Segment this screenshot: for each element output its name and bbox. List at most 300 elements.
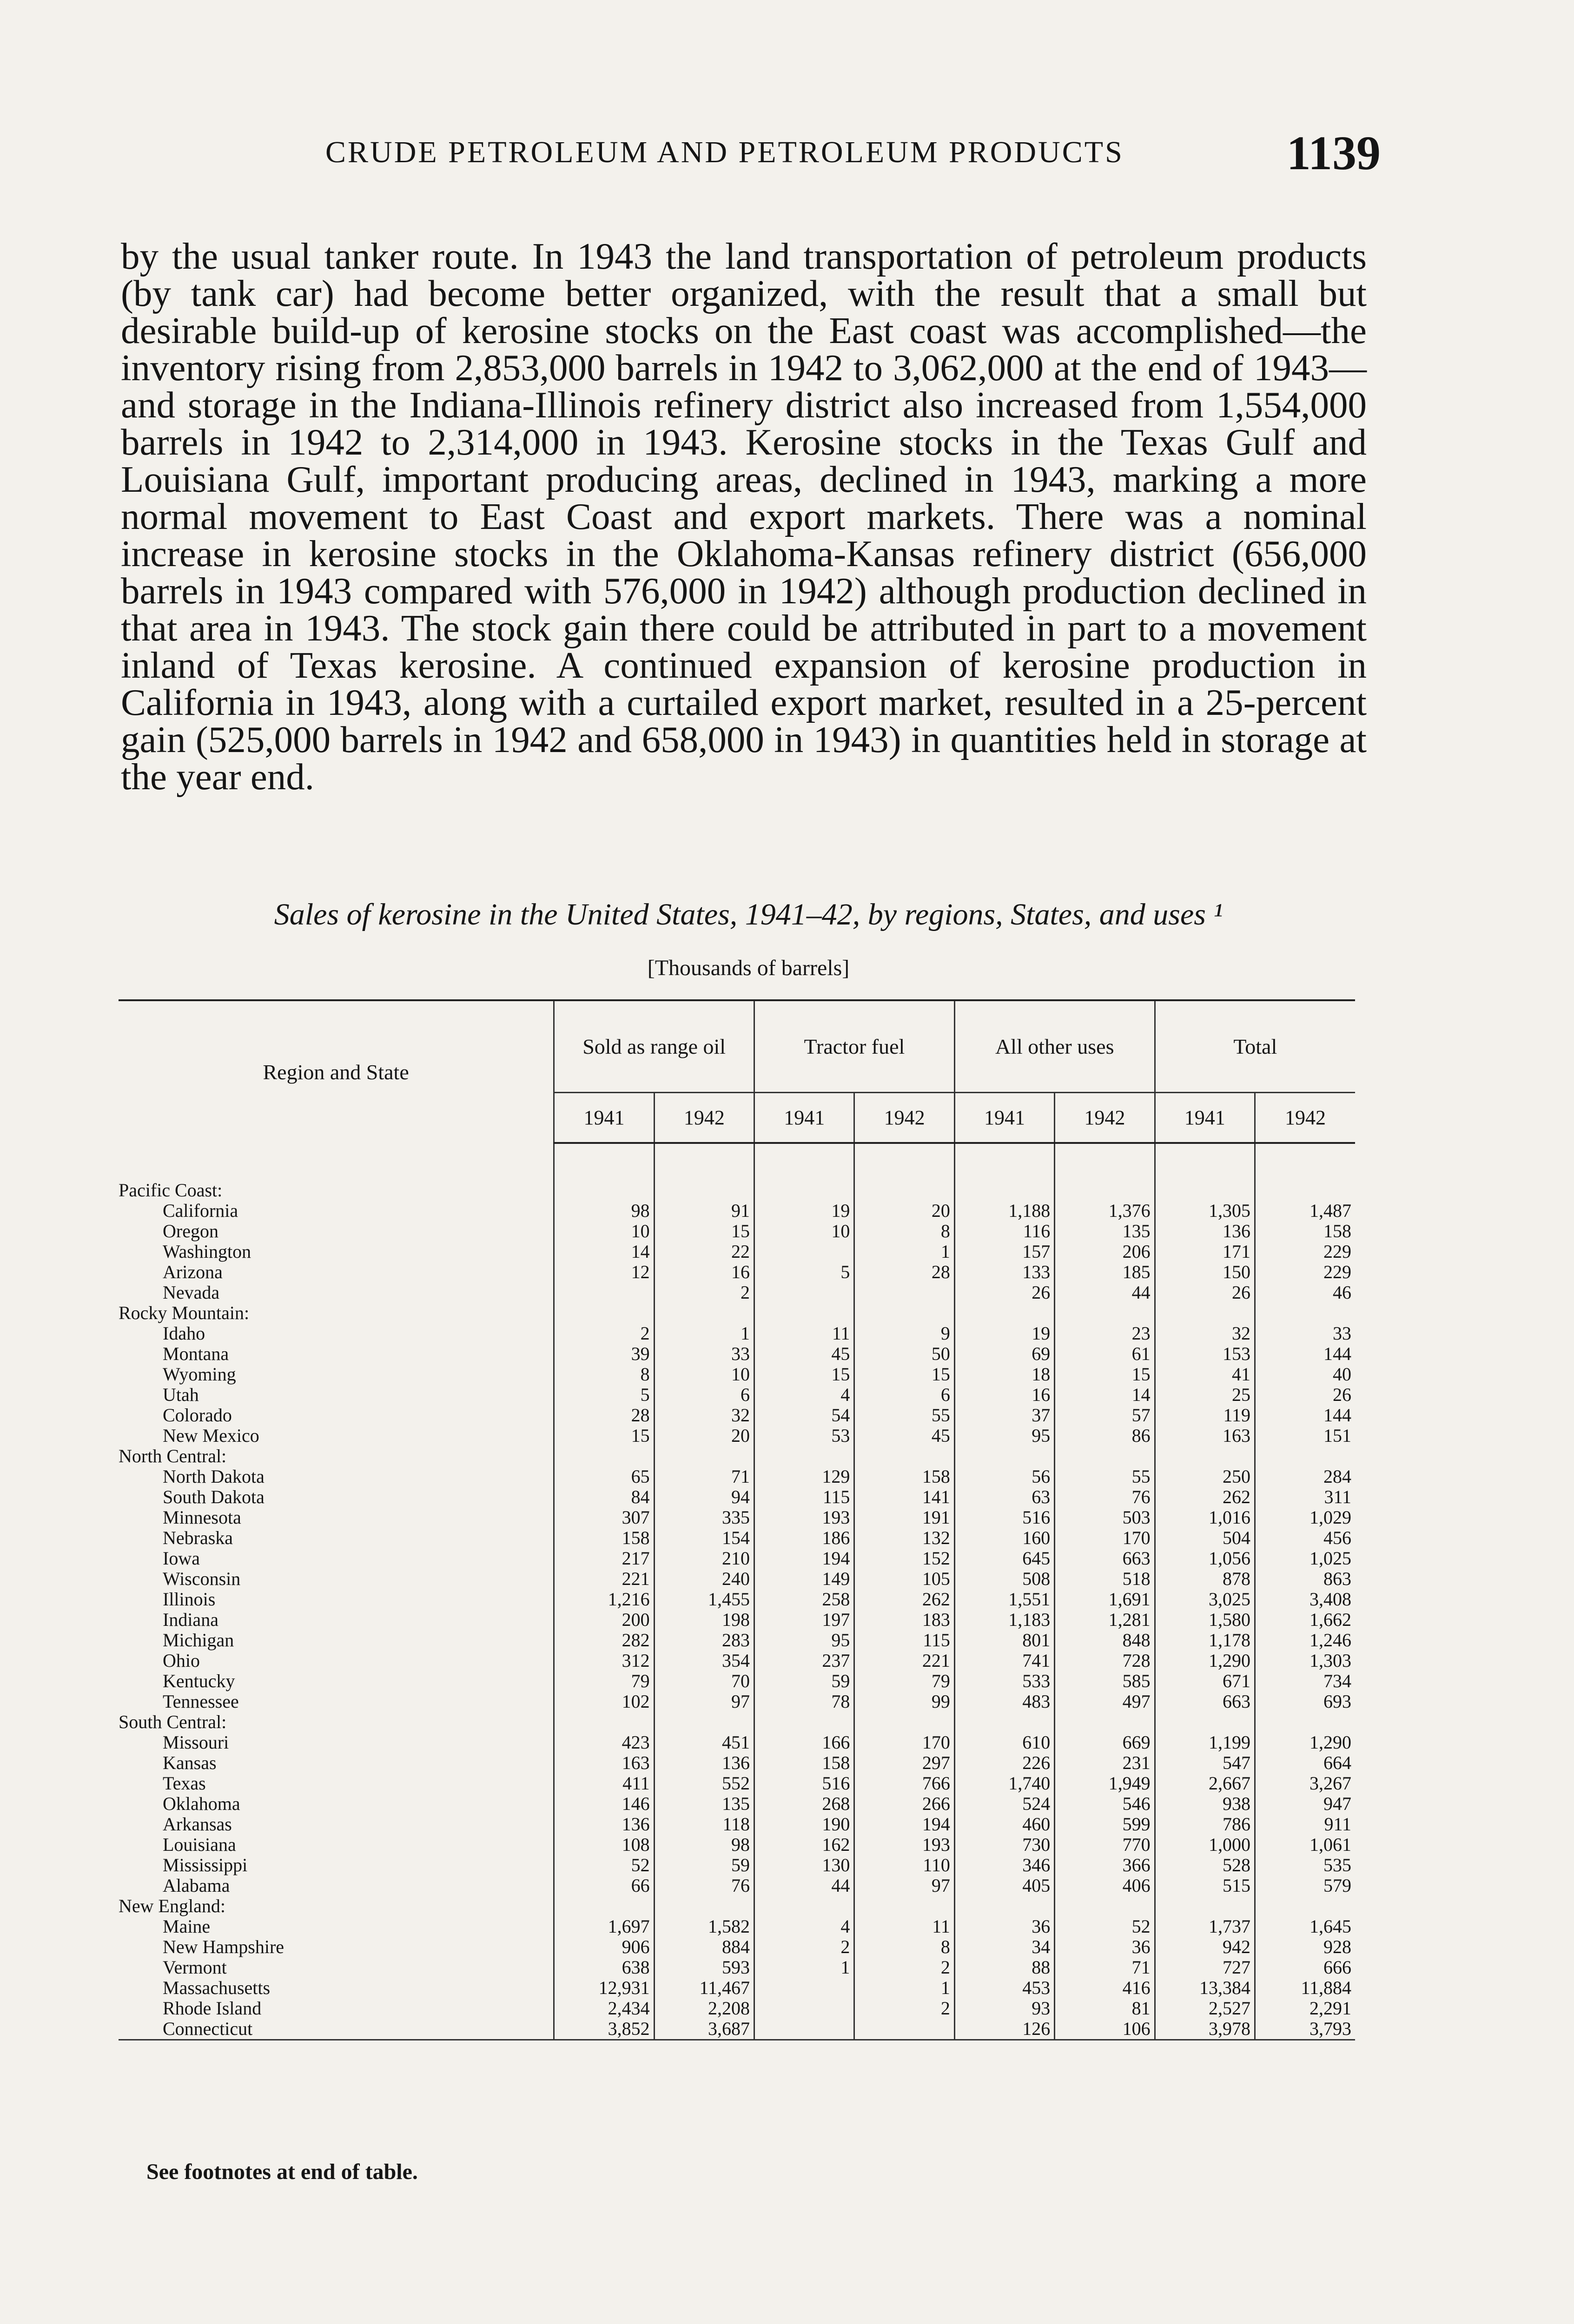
table-cell: 451 (654, 1732, 754, 1753)
table-cell: 13,384 (1155, 1978, 1255, 1998)
region-name: Pacific Coast: (119, 1180, 223, 1201)
state-row (119, 1589, 1355, 1610)
state-row (119, 1671, 1355, 1691)
table-cell: 12 (554, 1262, 654, 1282)
table-cell: 516 (754, 1773, 854, 1794)
table-cell: 863 (1255, 1569, 1356, 1589)
state-row (119, 1385, 1355, 1405)
state-name: California (163, 1201, 238, 1221)
region-state-header: Region and State (119, 1000, 554, 1143)
table-cell: 3,408 (1255, 1589, 1356, 1610)
table-cell: 78 (754, 1691, 854, 1712)
table-cell: 1,016 (1155, 1507, 1255, 1528)
table-cell (1055, 1303, 1155, 1323)
table-cell: 515 (1155, 1875, 1255, 1896)
table-cell: 693 (1255, 1691, 1356, 1712)
state-name: Kansas (163, 1753, 217, 1773)
state-name: Nevada (163, 1282, 220, 1303)
table-cell: 135 (654, 1794, 754, 1814)
table-cell: 1,290 (1155, 1651, 1255, 1671)
table-cell (554, 1896, 654, 1916)
table-cell: 297 (854, 1753, 954, 1773)
state-name: Texas (163, 1773, 206, 1794)
table-cell: 5 (754, 1262, 854, 1282)
state-row (119, 1487, 1355, 1507)
state-name: Missouri (163, 1732, 229, 1753)
table-cell: 37 (954, 1405, 1054, 1426)
table-cell (854, 2019, 954, 2040)
table-cell (1155, 1896, 1255, 1916)
table-cell (1155, 1303, 1255, 1323)
table-cell: 20 (654, 1426, 754, 1446)
table-cell: 307 (554, 1507, 654, 1528)
state-row (119, 1610, 1355, 1630)
state-row (119, 1978, 1355, 1998)
table-cell: 170 (854, 1732, 954, 1753)
table-cell: 266 (854, 1794, 954, 1814)
table-cell: 730 (954, 1835, 1054, 1855)
table-cell: 2,527 (1155, 1998, 1255, 2019)
table-cell: 1,740 (954, 1773, 1054, 1794)
table-cell: 671 (1155, 1671, 1255, 1691)
state-name: Idaho (163, 1323, 205, 1344)
state-name: Michigan (163, 1630, 234, 1651)
region-name: Rocky Mountain: (119, 1303, 250, 1323)
table-cell: 86 (1055, 1426, 1155, 1446)
table-cell: 95 (954, 1426, 1054, 1446)
table-cell: 610 (954, 1732, 1054, 1753)
state-name: Wisconsin (163, 1569, 241, 1589)
table-cell (954, 1712, 1054, 1732)
table-cell: 52 (554, 1855, 654, 1875)
body-paragraph: by the usual tanker route. In 1943 the land transportation of petroleum products (by tank car) had become better organized, with the result that a small but desirable build-up of kerosine stocks on the East coast was accomplished—the inventory rising from 2,853,000 barrels in 1942 to 3,062,000 at the end of 1943—and storage in the Indiana-Illinois refinery district also increased from 1,554,000 barrels in 1942 to 2,314,000 in 1943. Kerosine stocks in the Texas Gulf and Louisiana Gulf, important producing areas, declined in 1943, marking a more normal movement to East Coast and export markets. There was a nominal increase in kerosine stocks in the Oklahoma-Kansas refinery district (656,000 barrels in 1943 compared with 576,000 in 1942) although production declined in that area in 1943. The stock gain there could be attributed in part to a movement inland of Texas kerosine. A continued expansion of kerosine production in California in 1943, along with a curtailed export market, resulted in a 25-percent gain (525,000 barrels in 1942 and 658,000 in 1943) in quantities held in storage at the year end. (121, 235, 1367, 798)
page-number: 1139 (1286, 126, 1381, 180)
table-cell: 663 (1055, 1548, 1155, 1569)
table-cell: 185 (1055, 1262, 1155, 1282)
table-cell: 94 (654, 1487, 754, 1507)
table-unit-note: [Thousands of barrels] (647, 956, 850, 980)
table-cell (854, 1180, 954, 1201)
table-cell: 226 (954, 1753, 1054, 1773)
table-cell (1055, 1446, 1155, 1466)
table-cell: 2 (654, 1282, 754, 1303)
table-cell (1055, 1180, 1155, 1201)
table-cell (1255, 1712, 1356, 1732)
table-cell: 1,029 (1255, 1507, 1356, 1528)
state-row (119, 1221, 1355, 1241)
table-cell (554, 1282, 654, 1303)
table-cell: 1,056 (1155, 1548, 1255, 1569)
table-cell: 1,000 (1155, 1835, 1255, 1855)
table-cell: 23 (1055, 1323, 1155, 1344)
table-cell (854, 1712, 954, 1732)
table-cell: 535 (1255, 1855, 1356, 1875)
table-cell: 878 (1155, 1569, 1255, 1589)
table-cell: 1,305 (1155, 1201, 1255, 1221)
table-cell: 1 (654, 1323, 754, 1344)
table-cell: 1,281 (1055, 1610, 1155, 1630)
table-cell: 183 (854, 1610, 954, 1630)
table-cell: 81 (1055, 1998, 1155, 2019)
table-cell: 65 (554, 1466, 654, 1487)
year-header: 1942 (654, 1093, 754, 1143)
table-cell: 93 (954, 1998, 1054, 2019)
table-cell: 229 (1255, 1241, 1356, 1262)
table-cell: 32 (654, 1405, 754, 1426)
table-cell: 11 (854, 1916, 954, 1937)
state-row (119, 1691, 1355, 1712)
table-footnote: See footnotes at end of table. (146, 2159, 418, 2184)
table-cell: 664 (1255, 1753, 1356, 1773)
table-cell: 166 (754, 1732, 854, 1753)
table-cell: 237 (754, 1651, 854, 1671)
table-cell: 98 (654, 1835, 754, 1855)
table-cell: 593 (654, 1957, 754, 1978)
table-cell: 497 (1055, 1691, 1155, 1712)
table-cell (754, 1180, 854, 1201)
table-cell: 15 (754, 1364, 854, 1385)
table-cell: 154 (654, 1528, 754, 1548)
table-cell: 33 (654, 1344, 754, 1364)
table-cell: 1,662 (1255, 1610, 1356, 1630)
table-cell: 346 (954, 1855, 1054, 1875)
table-cell: 5 (554, 1385, 654, 1405)
table-cell: 6 (854, 1385, 954, 1405)
table-cell: 55 (1055, 1466, 1155, 1487)
table-cell: 1,580 (1155, 1610, 1255, 1630)
state-name: South Dakota (163, 1487, 265, 1507)
table-cell (754, 1282, 854, 1303)
table-cell: 20 (854, 1201, 954, 1221)
table-cell: 282 (554, 1630, 654, 1651)
group-header-range-oil: Sold as range oil (554, 1000, 754, 1093)
state-row (119, 1998, 1355, 2019)
table-cell: 210 (654, 1548, 754, 1569)
table-cell: 663 (1155, 1691, 1255, 1712)
table-cell: 2 (754, 1937, 854, 1957)
table-cell: 150 (1155, 1262, 1255, 1282)
table-cell: 190 (754, 1814, 854, 1835)
table-cell: 938 (1155, 1794, 1255, 1814)
table-cell: 59 (654, 1855, 754, 1875)
table-cell: 3,852 (554, 2019, 654, 2040)
table-cell: 1,455 (654, 1589, 754, 1610)
table-cell: 126 (954, 2019, 1054, 2040)
state-name: Utah (163, 1385, 199, 1405)
table-cell (854, 1282, 954, 1303)
table-cell: 262 (1155, 1487, 1255, 1507)
table-cell: 460 (954, 1814, 1054, 1835)
table-cell (1255, 1896, 1356, 1916)
table-cell: 801 (954, 1630, 1054, 1651)
table-cell: 1,487 (1255, 1201, 1356, 1221)
table-cell (954, 1303, 1054, 1323)
table-cell: 56 (954, 1466, 1054, 1487)
table-cell: 97 (654, 1691, 754, 1712)
table-cell: 50 (854, 1344, 954, 1364)
table-cell (954, 1896, 1054, 1916)
table-cell: 194 (854, 1814, 954, 1835)
table-cell: 669 (1055, 1732, 1155, 1753)
running-head (116, 125, 1381, 180)
table-cell: 141 (854, 1487, 954, 1507)
table-cell: 11 (754, 1323, 854, 1344)
table-cell: 69 (954, 1344, 1054, 1364)
table-cell: 200 (554, 1610, 654, 1630)
table-cell: 163 (554, 1753, 654, 1773)
table-cell: 59 (754, 1671, 854, 1691)
table-cell (554, 1712, 654, 1732)
table-cell: 102 (554, 1691, 654, 1712)
table-cell: 52 (1055, 1916, 1155, 1937)
table-cell: 53 (754, 1426, 854, 1446)
state-name: Vermont (163, 1957, 227, 1978)
table-cell (954, 1180, 1054, 1201)
table-cell: 34 (954, 1937, 1054, 1957)
table-cell: 197 (754, 1610, 854, 1630)
table-cell (654, 1896, 754, 1916)
table-cell: 191 (854, 1507, 954, 1528)
state-row (119, 1875, 1355, 1896)
table-cell: 136 (554, 1814, 654, 1835)
state-row (119, 1957, 1355, 1978)
table-cell: 36 (954, 1916, 1054, 1937)
table-cell: 335 (654, 1507, 754, 1528)
state-name: Arkansas (163, 1814, 232, 1835)
table-cell: 666 (1255, 1957, 1356, 1978)
table-cell: 911 (1255, 1814, 1356, 1835)
table-cell: 312 (554, 1651, 654, 1671)
table-cell: 44 (754, 1875, 854, 1896)
state-name: Washington (163, 1241, 251, 1262)
table-cell (754, 1241, 854, 1262)
state-row (119, 1405, 1355, 1426)
region-name: North Central: (119, 1446, 227, 1466)
table-cell: 423 (554, 1732, 654, 1753)
state-name: Massachusetts (163, 1978, 271, 1998)
state-row (119, 1528, 1355, 1548)
table-cell: 152 (854, 1548, 954, 1569)
table-cell: 579 (1255, 1875, 1356, 1896)
table-cell: 91 (654, 1201, 754, 1221)
table-cell: 115 (754, 1487, 854, 1507)
table-cell: 15 (1055, 1364, 1155, 1385)
state-name: Oregon (163, 1221, 218, 1241)
table-cell: 221 (854, 1651, 954, 1671)
table-cell: 15 (654, 1221, 754, 1241)
table-cell: 36 (1055, 1937, 1155, 1957)
table-cell: 1 (854, 1241, 954, 1262)
table-cell: 193 (754, 1507, 854, 1528)
table-cell: 19 (754, 1201, 854, 1221)
year-header: 1942 (1255, 1093, 1356, 1143)
state-name: New Mexico (163, 1426, 259, 1446)
table-cell (654, 1180, 754, 1201)
table-cell: 119 (1155, 1405, 1255, 1426)
year-header: 1941 (754, 1093, 854, 1143)
table-cell: 57 (1055, 1405, 1155, 1426)
state-name: Tennessee (163, 1691, 239, 1712)
table-cell: 599 (1055, 1814, 1155, 1835)
table-cell: 284 (1255, 1466, 1356, 1487)
table-cell: 61 (1055, 1344, 1155, 1364)
table-cell (754, 1446, 854, 1466)
table-cell: 146 (554, 1794, 654, 1814)
table-cell: 366 (1055, 1855, 1155, 1875)
table-cell: 32 (1155, 1323, 1255, 1344)
table-cell: 416 (1055, 1978, 1155, 1998)
table-cell: 229 (1255, 1262, 1356, 1282)
state-row (119, 1814, 1355, 1835)
table-cell: 231 (1055, 1753, 1155, 1773)
table-cell: 26 (1255, 1385, 1356, 1405)
table-cell: 1,551 (954, 1589, 1054, 1610)
state-row (119, 1507, 1355, 1528)
state-row (119, 2019, 1355, 2040)
group-header-tractor-fuel: Tractor fuel (754, 1000, 955, 1093)
table-cell: 160 (954, 1528, 1054, 1548)
table-cell: 26 (1155, 1282, 1255, 1303)
table-cell: 40 (1255, 1364, 1356, 1385)
table-cell (854, 1303, 954, 1323)
table-cell: 533 (954, 1671, 1054, 1691)
state-name: Kentucky (163, 1671, 235, 1691)
table-cell: 41 (1155, 1364, 1255, 1385)
table-cell: 158 (754, 1753, 854, 1773)
table-cell: 518 (1055, 1569, 1155, 1589)
table-cell: 2 (854, 1998, 954, 2019)
table-cell: 547 (1155, 1753, 1255, 1773)
state-name: New Hampshire (163, 1937, 284, 1957)
state-name: Iowa (163, 1548, 200, 1569)
region-row (119, 1180, 1355, 1201)
table-cell: 638 (554, 1957, 654, 1978)
table-cell (754, 1896, 854, 1916)
table-cell: 136 (654, 1753, 754, 1773)
table-cell: 11,884 (1255, 1978, 1356, 1998)
state-row (119, 1364, 1355, 1385)
table-cell: 1,691 (1055, 1589, 1155, 1610)
table-cell: 151 (1255, 1426, 1356, 1446)
table-cell: 770 (1055, 1835, 1155, 1855)
table-cell (854, 1446, 954, 1466)
table-cell: 79 (554, 1671, 654, 1691)
table-cell: 63 (954, 1487, 1054, 1507)
table-cell: 217 (554, 1548, 654, 1569)
table-cell: 115 (854, 1630, 954, 1651)
table-cell: 193 (854, 1835, 954, 1855)
table-cell: 106 (1055, 2019, 1155, 2040)
table-cell: 262 (854, 1589, 954, 1610)
table-cell: 3,978 (1155, 2019, 1255, 2040)
table-cell (754, 1712, 854, 1732)
state-row (119, 1773, 1355, 1794)
table-cell: 727 (1155, 1957, 1255, 1978)
region-row (119, 1712, 1355, 1732)
table-cell: 1,061 (1255, 1835, 1356, 1855)
state-name: Colorado (163, 1405, 232, 1426)
table-cell: 39 (554, 1344, 654, 1364)
table-cell: 1 (754, 1957, 854, 1978)
state-row (119, 1794, 1355, 1814)
year-header: 1941 (554, 1093, 654, 1143)
table-cell: 26 (954, 1282, 1054, 1303)
table-cell: 16 (954, 1385, 1054, 1405)
table-cell (1155, 1180, 1255, 1201)
table-cell: 585 (1055, 1671, 1155, 1691)
table-cell: 66 (554, 1875, 654, 1896)
table-cell (754, 2019, 854, 2040)
table-cell: 1,183 (954, 1610, 1054, 1630)
table-cell: 130 (754, 1855, 854, 1875)
table-cell: 76 (1055, 1487, 1155, 1507)
table-cell: 411 (554, 1773, 654, 1794)
table-cell: 118 (654, 1814, 754, 1835)
table-cell (1255, 1446, 1356, 1466)
table-cell: 1,178 (1155, 1630, 1255, 1651)
state-name: Wyoming (163, 1364, 236, 1385)
table-cell: 6 (654, 1385, 754, 1405)
table-cell: 71 (1055, 1957, 1155, 1978)
table-cell: 4 (754, 1385, 854, 1405)
table-cell: 44 (1055, 1282, 1155, 1303)
table-cell: 194 (754, 1548, 854, 1569)
table-cell: 99 (854, 1691, 954, 1712)
table-cell: 884 (654, 1937, 754, 1957)
table-cell: 3,267 (1255, 1773, 1356, 1794)
table-cell: 1 (854, 1978, 954, 1998)
state-name: Maine (163, 1916, 211, 1937)
table-cell: 786 (1155, 1814, 1255, 1835)
table-cell: 206 (1055, 1241, 1155, 1262)
table-cell: 55 (854, 1405, 954, 1426)
table-cell: 158 (854, 1466, 954, 1487)
state-row (119, 1241, 1355, 1262)
table-cell: 116 (954, 1221, 1054, 1241)
table-cell: 108 (554, 1835, 654, 1855)
year-header: 1942 (1055, 1093, 1155, 1143)
table-cell: 110 (854, 1855, 954, 1875)
table-cell: 14 (1055, 1385, 1155, 1405)
table-cell: 136 (1155, 1221, 1255, 1241)
table-cell: 1,188 (954, 1201, 1054, 1221)
table-cell: 528 (1155, 1855, 1255, 1875)
state-name: Rhode Island (163, 1998, 262, 2019)
state-name: Indiana (163, 1610, 218, 1630)
region-name: South Central: (119, 1712, 227, 1732)
table-cell: 453 (954, 1978, 1054, 1998)
table-cell: 524 (954, 1794, 1054, 1814)
table-cell: 79 (854, 1671, 954, 1691)
table-cell: 2,434 (554, 1998, 654, 2019)
state-name: Illinois (163, 1589, 216, 1610)
table-cell: 516 (954, 1507, 1054, 1528)
state-name: Connecticut (119, 2019, 554, 2040)
table-cell: 2,208 (654, 1998, 754, 2019)
table-cell: 153 (1155, 1344, 1255, 1364)
state-row (119, 1753, 1355, 1773)
state-row (119, 1569, 1355, 1589)
table-cell: 84 (554, 1487, 654, 1507)
table-cell: 133 (954, 1262, 1054, 1282)
table-cell: 741 (954, 1651, 1054, 1671)
table-cell: 98 (554, 1201, 654, 1221)
state-name: Minnesota (163, 1507, 241, 1528)
table-cell: 504 (1155, 1528, 1255, 1548)
table-cell: 2,667 (1155, 1773, 1255, 1794)
table-cell (854, 1896, 954, 1916)
table-cell: 97 (854, 1875, 954, 1896)
